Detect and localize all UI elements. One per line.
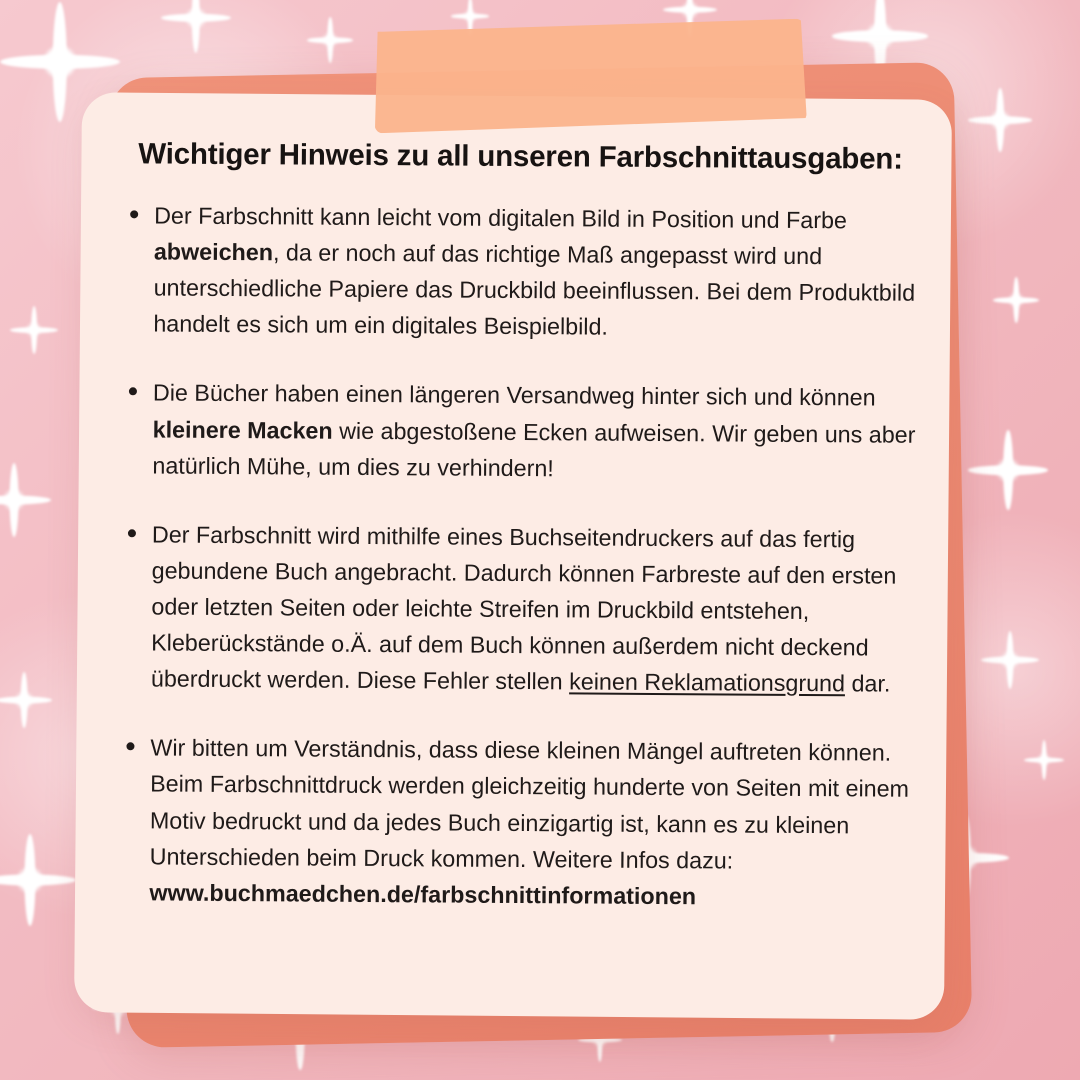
bullet-icon <box>129 388 137 396</box>
sparkle-icon <box>10 306 58 354</box>
emphasis-text: www.buchmaedchen.de/farbschnittinformationen <box>149 879 697 910</box>
sparkle-core <box>44 46 75 77</box>
sparkle-icon <box>968 88 1032 152</box>
page-title: Wichtiger Hinweis zu all unseren Farbschnittausgaben: <box>138 137 903 176</box>
sparkle-icon <box>0 834 76 926</box>
plain-text: dar. <box>844 670 891 697</box>
sparkle-icon <box>981 631 1039 689</box>
notice-text <box>152 380 915 481</box>
notice-list <box>115 197 920 915</box>
notice-text <box>151 521 897 697</box>
plain-text: Die Bücher haben einen längeren Versandweg hinter sich und können <box>152 379 876 411</box>
emphasis-text: kleinere Macken <box>152 415 333 444</box>
sparkle-icon <box>968 430 1048 510</box>
notice-list-item <box>117 516 918 702</box>
sparkle-core <box>992 112 1009 129</box>
sparkle-icon <box>0 672 52 728</box>
sparkle-core <box>465 11 475 21</box>
notice-list-item <box>119 197 920 347</box>
notice-text <box>153 202 915 339</box>
sparkle-core <box>1010 294 1022 306</box>
sparkle-core <box>683 3 697 17</box>
sparkle-core <box>28 324 40 336</box>
plain-text: Wir bitten um Verständnis, dass diese kleinen Mängel auftreten können. Beim Farbschnittdruck werden gleichzeitig hunderte von Seiten mit einem Motiv bedruckt und da jedes Buch einzigartig ist, kann es zu kleinen Unterschieden beim Druck kommen. Weitere Infos dazu: <box>149 734 910 874</box>
bullet-icon <box>126 743 134 751</box>
emphasis-text: abweichen <box>153 238 274 266</box>
notice-list-item <box>118 375 919 489</box>
note-content <box>115 137 920 915</box>
sparkle-core <box>324 34 336 46</box>
plain-text: Der Farbschnitt kann leicht vom digitalen Bild in Position und Farbe <box>154 202 848 234</box>
sparkle-core <box>18 868 42 892</box>
sparkle-icon <box>993 277 1039 323</box>
sparkle-core <box>4 490 23 509</box>
notice-text <box>149 735 909 909</box>
sparkle-core <box>187 9 205 27</box>
plain-text: Der Farbschnitt wird mithilfe eines Buchseitendruckers auf das fertig gebundene Buch angebracht. Dadurch können Farbreste auf den ersten oder letzten Seiten oder leichte Streifen im Druckbild entstehen, Kleberückstände o.Ä. auf dem Buch können außerdem nicht deckend überdruckt werden. Diese Fehler stellen <box>150 521 897 695</box>
bullet-icon <box>128 529 136 537</box>
sparkle-core <box>868 24 893 49</box>
plain-text: wie abgestoßene Ecken aufweisen. Wir geben uns aber natürlich Mühe, um dies zu verhindern! <box>152 417 916 481</box>
sparkle-core <box>17 693 32 708</box>
underlined-text: keinen Reklamationsgrund <box>569 668 846 697</box>
sparkle-icon <box>307 17 353 63</box>
notice-list-item <box>115 730 916 916</box>
bullet-icon <box>130 210 138 218</box>
sparkle-core <box>1002 652 1017 667</box>
sparkle-icon <box>161 0 231 53</box>
washi-tape-decor <box>373 19 807 134</box>
plain-text: , da er noch auf das richtige Maß angepasst wird und unterschiedliche Papiere das Druckbild beeinflussen. Bei dem Produktbild handelt es sich um ein digitales Beispielbild. <box>153 239 916 340</box>
sparkle-core <box>1039 755 1049 765</box>
sparkle-core <box>998 460 1019 481</box>
sparkle-icon <box>0 463 51 537</box>
sparkle-icon <box>1024 740 1064 780</box>
